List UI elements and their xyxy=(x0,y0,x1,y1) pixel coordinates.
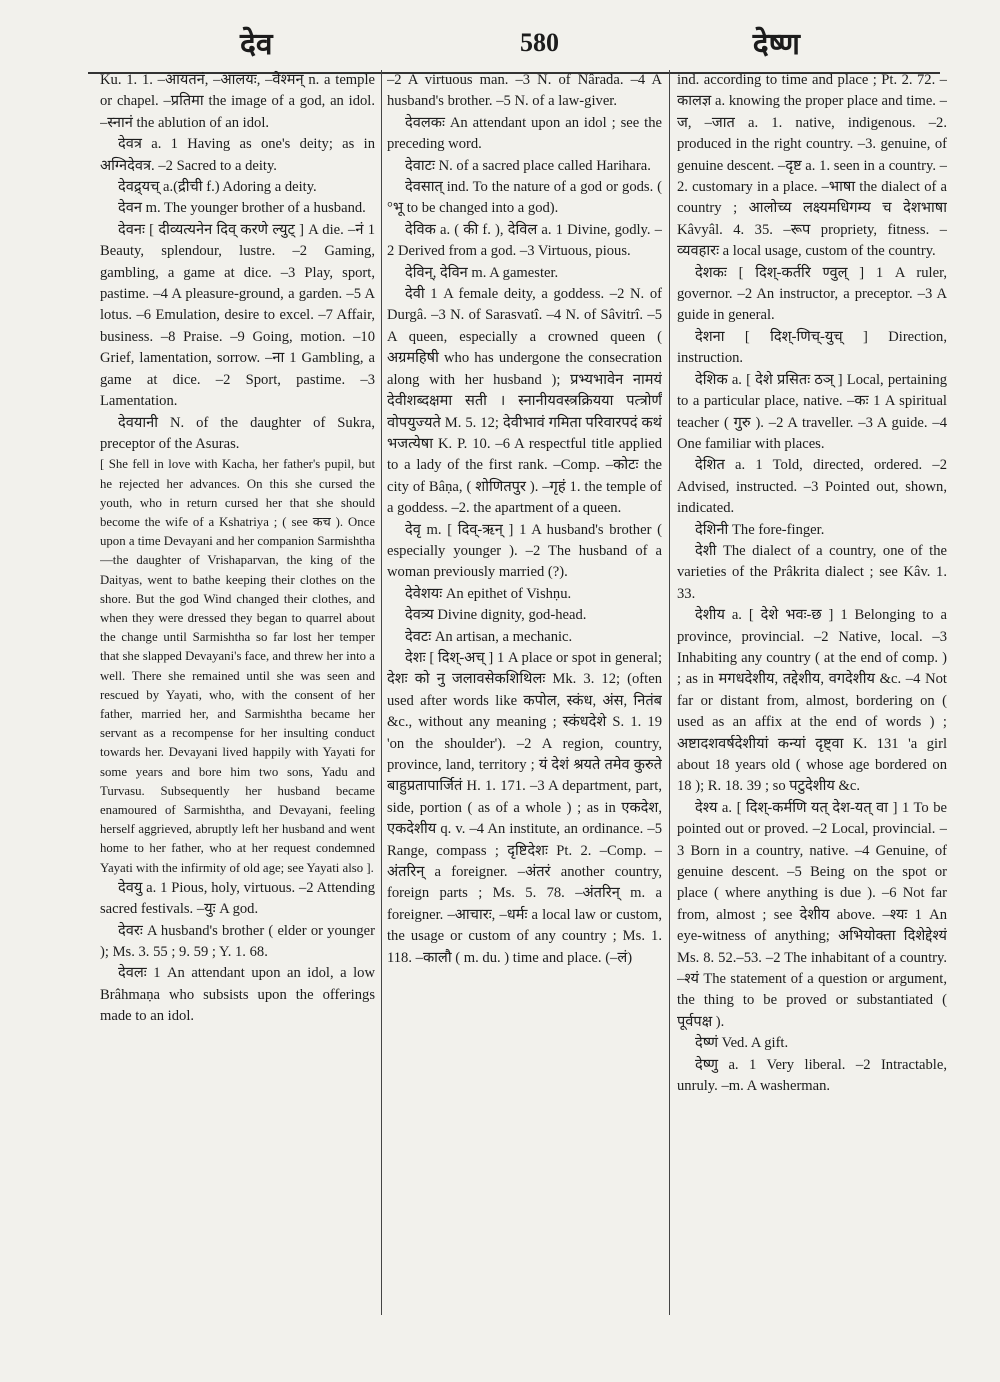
dictionary-entry: देविक a. ( की f. ), देविल a. 1 Divine, godly. –2 Derived from a god. –3 Virtuous, pious. xyxy=(387,221,662,260)
dictionary-entry: देवरः A husband's brother ( elder or younger ); Ms. 3. 55 ; 9. 59 ; Y. 1. 68. xyxy=(100,922,375,960)
dictionary-entry: Ku. 1. 1. –आयतनं, –आलयः, –वेश्मन् n. a temple or chapel. –प्रतिमा the image of a god, an idol. –स्नानं the ablution of an idol. xyxy=(100,72,375,131)
dictionary-entry: ind. according to time and place ; Pt. 2. 72. –कालज्ञ a. knowing the proper place and time. –ज, –जात a. 1. native, indigenous. –2. produced in the right country. –3. genuine, of genuine descent. –दृष्ट a. 1. seen in a country. –2. customary in a place. –भाषा the dialect of a country ; आलोच्य लक्ष्यमधिगम्य च देशभाषा Kâvyâl. 4. 35. –रूप propriety, fitness. –व्यवहारः a local usage, custom of the country. xyxy=(677,72,947,260)
dictionary-entry: देशना [ दिश्-णिच्-युच् ] Direction, instruction. xyxy=(677,328,947,367)
column-1 xyxy=(100,70,375,1382)
dictionary-entry: देवेशयः An epithet of Vishṇu. xyxy=(405,585,572,602)
dictionary-entry: देवत्र्य Divine dignity, god-head. xyxy=(405,607,587,624)
dictionary-entry: देशित a. 1 Told, directed, ordered. –2 Advised, instructed. –3 Pointed out, shown, indicated. xyxy=(677,457,947,517)
dictionary-entry: देश्य a. [ दिश्-कर्मणि यत् देश-यत् वा ] 1 To be pointed out or proved. –2 Local, provincial. –3 Born in a country, native. –4 Genuine, of genuine descent. –5 Being on the spot or place ( where anything is due ). –6 Not far from, almost ; see देशीय above. –श्यः 1 An eye-witness of anything; अभियोक्ता दिशेद्देश्यं Ms. 8. 52.–53. –2 The inhabitant of a country. –श्यं The statement of a question or argument, the thing to be proved or substantiated ( पूर्वपक्ष ). xyxy=(677,799,947,1030)
dictionary-entry: देविन्, देविन m. A gamester. xyxy=(405,264,559,281)
page-header xyxy=(60,22,940,72)
dictionary-entry: देशिनी The fore-finger. xyxy=(695,521,825,538)
dictionary-entry: देशः [ दिश्-अच् ] 1 A place or spot in general; देशः को नु जलावसेकशिथिलः Mk. 3. 12; (often used after words like कपोल, स्कंध, अंस, नितंब &c., without any meaning ; स्कंधदेशे S. 1. 19 'on the shoulder'). –2 A region, country, province, land, territory ; यं देशं श्रयते तमेव कुरुते बाहुप्रतापार्जितं H. 1. 171. –3 A department, part, side, portion ( as of a whole ) ; as in एकदेश, एकदेशीय q. v. –4 An institute, an ordinance. –5 Range, compass ; दृष्टिदेशः Pt. 2. –Comp. –अंतरिन् a foreigner. –अंतरं another country, foreign parts ; Ms. 5. 78. –अंतरिन् m. a foreigner. –आचारः, –धर्मः a local law or custom, the usage or custom of any country ; Ms. 1. 118. –कालौ ( m. du. ) time and place. (–लं) xyxy=(387,649,662,966)
dictionary-entry: देवद्र्यच् a.(द्रीची f.) Adoring a deity. xyxy=(118,179,317,196)
dictionary-entry: देवयानी N. of the daughter of Sukra, preceptor of the Asuras. xyxy=(100,414,375,452)
column-2 xyxy=(387,70,662,1382)
dictionary-entry: देवत्र a. 1 Having as one's deity; as in अग्निदेवत्र. –2 Sacred to a deity. xyxy=(100,136,375,174)
dictionary-entry: देष्णं Ved. A gift. xyxy=(695,1035,789,1052)
dictionary-entry: देवृ m. [ दिव्-ऋन् ] 1 A husband's brother ( especially younger ). –2 The husband of a woman previously married (?). xyxy=(387,521,662,581)
column-divider xyxy=(669,70,670,1315)
dictionary-entry: देवयु a. 1 Pious, holy, virtuous. –2 Attending sacred festivals. –युः A god. xyxy=(100,879,375,918)
column-divider xyxy=(381,70,382,1315)
dictionary-entry: देवलकः An attendant upon an idol ; see the preceding word. xyxy=(387,114,662,153)
dictionary-entry: देवनः [ दीव्यत्यनेन दिव् करणे ल्युट् ] A die. –नं 1 Beauty, splendour, lustre. –2 Gaming, gambling, a game at dice. –3 Play, sport, pastime. –4 A pleasure-ground, a garden. –5 A lotus. –6 Emulation, desire to excel. –7 Affair, business. –8 Praise. –9 Going, motion. –10 Grief, lamentation, sorrow. –ना 1 Gambling, a game at dice. –2 Sport, pastime. –3 Lamentation. xyxy=(100,221,375,410)
column-3 xyxy=(677,70,947,1382)
dictionary-entry: –2 A virtuous man. –3 N. of Nârada. –4 A husband's brother. –5 N. of a law-giver. xyxy=(387,72,662,110)
dictionary-entry: देवी 1 A female deity, a goddess. –2 N. of Durgâ. –3 N. of Sarasvatî. –4 N. of Sâvitrî. –5 A queen, especially a crowned queen ( अग्रमहिषी who has undergone the consecration along with her husband ); प्रभ्यभावेन नामयं देवीशब्दक्षमा सती । स्नानीयवस्त्रक्रियया पत्त्रोर्णं वोपयुज्यते M. 5. 12; देवीभावं गमिता परिवारपदं कथं भजत्येषा K. P. 10. –6 A respectful title applied to a lady of the first rank. –Comp. –कोटः the city of Bâṇa, ( शोणितपुर ). –गृहं 1. the temple of a goddess. –2. the apartment of a queen. xyxy=(387,286,662,517)
dictionary-entry: देवटः An artisan, a mechanic. xyxy=(405,628,573,645)
dictionary-entry: देवलः 1 An attendant upon an idol, a low Brâhmaṇa who subsists upon the offerings made to an idol. xyxy=(100,965,375,1025)
dictionary-entry: देवसात् ind. To the nature of a god or gods. ( °भू to be changed into a god). xyxy=(387,179,662,217)
dictionary-entry: देशिक a. [ देशे प्रसितः ठञ् ] Local, pertaining to a particular place, native. –कः 1 A spiritual teacher ( गुरु ). –2 A traveller. –3 A guide. –4 One familiar with places. xyxy=(677,371,947,452)
left-guide-word: देव xyxy=(240,28,273,61)
dictionary-entry: [ She fell in love with Kacha, her father's pupil, but he rejected her advances. On this she cursed the youth, who in return cursed her that she should become the wife of a Kshatriya ; ( see कच ). Once upon a time Devayani and her companion Sarmishtha—the daughter of Vrishaparvan, the king of the Daityas, went to bathe keeping their clothes on the shore. But the god Wind changed their clothes, and when they were dressed they began to quarrel about the change until Sarmishtha so far lost her temper that she slapped Devayani's face, and threw her into a well. There she remained until she was seen and rescued by Yayati, who, with the consent of her father, married her, and Sarmishtha became her servant as a recompense for her insulting conduct towards her. Devayani lived happily with Yayati for some years and bore him two sons, Yadu and Turvasu. Subsequently her husband became enamoured of Sarmishtha, and Devayani, feeling herself aggrieved, abruptly left her husband and went home to her father, who at her request condemned Yayati with the infirmity of old age; see Yayati also ]. xyxy=(100,457,375,875)
dictionary-entry: देवन m. The younger brother of a husband. xyxy=(118,200,366,217)
dictionary-entry: देशकः [ दिश्-कर्तरि ण्वुल् ] 1 A ruler, governor. –2 An instructor, a preceptor. –3 A guide in general. xyxy=(677,264,947,324)
dictionary-entry: देवाटः N. of a sacred place called Harihara. xyxy=(405,157,651,174)
dictionary-entry: देष्णु a. 1 Very liberal. –2 Intractable, unruly. –m. A washerman. xyxy=(677,1056,947,1095)
page-number: 580 xyxy=(520,28,559,57)
right-guide-word: देष्ण xyxy=(752,28,800,61)
dictionary-entry: देशी The dialect of a country, one of the varieties of the Prâkrita dialect ; see Kâv. 1. 33. xyxy=(677,542,947,602)
dictionary-entry: देशीय a. [ देशे भवः-छ ] 1 Belonging to a province, provincial. –2 Native, local. –3 Inhabiting any country ( at the end of comp. ) ; as in मगधदेशीय, तद्देशीय, वगदेशीय &c. –4 Not far or distant from, almost, bordering on ( used as an affix at the end of words ) ; अष्टादशवर्षदेशीयां कन्यां दृष्ट्वा K. 131 'a girl about 18 years old ( whose age bordered on 18 ); R. 18. 39 ; so पटुदेशीय &c. xyxy=(677,607,947,795)
